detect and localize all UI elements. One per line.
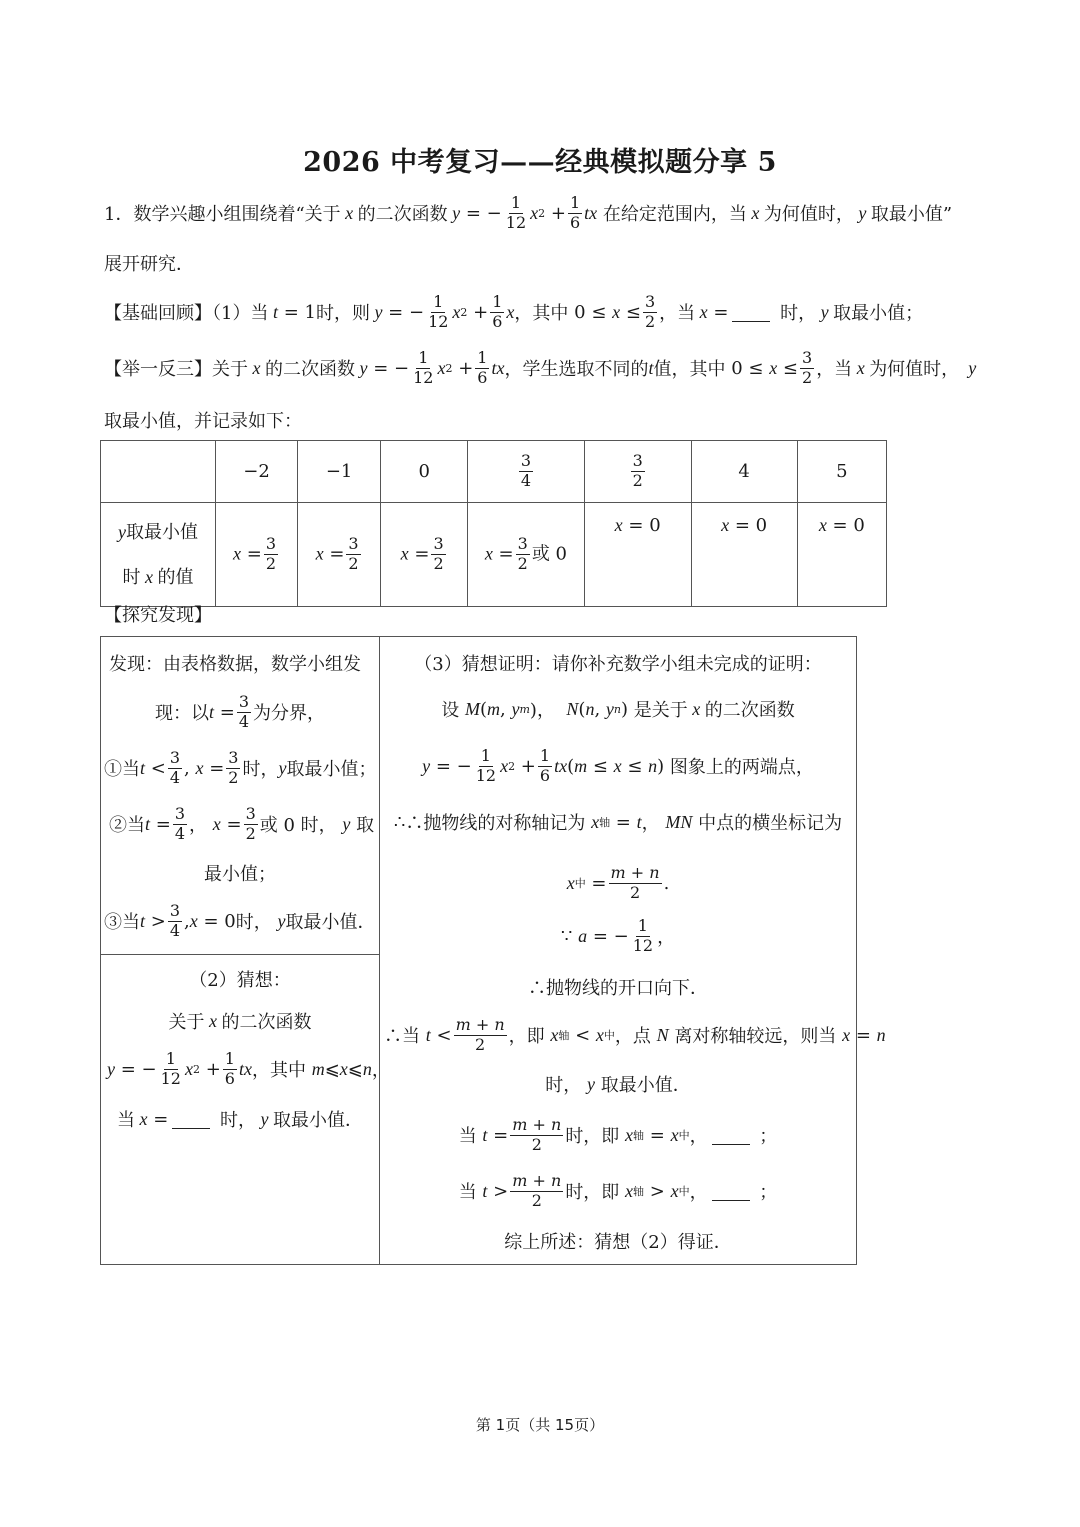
extend-line2: 取最小值，并记录如下：: [104, 411, 302, 432]
answer-blank-4[interactable]: [712, 1182, 750, 1201]
table-row-label: y取最小值 时 x 的值: [101, 503, 216, 607]
table-header-cell: $\frac{3}{4}$: [468, 441, 585, 503]
problem-intro-line2: 展开研究．: [104, 254, 194, 275]
proof-box: （3）猜想证明：请你补充数学小组未完成的证明： 设 M ( m , y m )， N ( n , y n ) 是关于 x 的二次函数 y = − $\frac{1}{12}$ x 2 + $\frac{1}{6}$ tx ( m ≤ x ≤ n ) 图象上的两端点， ∴ ∴抛物线的对称轴记为 x 轴 = t ， MN 中点的横坐标记为 x 中 = $\frac{m + n}{2}$ . ∵ a = − $\frac{1}{12}$ ， ∴抛物线的开口向下． ∴当 t < $\frac{m + n}{2}$ ，即 x 轴 < x 中 ，点 N 离对称轴较远，则当 x = n 时， y 取最小值． 当 t = $\frac{m + n}{2}$ 时，即 x 轴 = x 中 ， ； 当 t > $\frac{m + n}{2}$ 时，即 x 轴 > x 中 ， ； 综上所述：猜想（2）得证．: [379, 636, 857, 1265]
table-header-cell: $\frac{3}{2}$: [584, 441, 691, 503]
table-corner: [101, 441, 216, 503]
table-cell: x = $\frac{3}{2}$ 或 0: [468, 503, 585, 607]
explore-heading: 【探究发现】: [104, 605, 212, 626]
extend-section: 【举一反三】关于 x 的二次函数 y = − $\frac{1}{12}$ x 2 + $\frac{1}{6}$ tx ，学生选取不同的 t 值，其中 0 ≤ x ≤ $\frac{3}{2}$ ，当 x 为何值时， y: [104, 347, 977, 387]
table-header-cell: 0: [381, 441, 468, 503]
table-cell: x = 0: [691, 503, 797, 607]
table-cell: x = $\frac{3}{2}$: [215, 503, 297, 607]
table-header-cell: 4: [691, 441, 797, 503]
table-header-cell: −2: [215, 441, 297, 503]
discovery-box: 发现：由表格数据，数学小组发 现：以 t = $\frac{3}{4}$ 为分界， ①当 t < $\frac{3}{4}$ , x = $\frac{3}{2}$ 时， y 取最小值； ②当 t = $\frac{3}{4}$ ， x = $\frac{3}{2}$ 或 0 时， y 取 最小值； ③当 t > $\frac{3}{4}$ , x = 0 时， y 取最小值．: [100, 636, 380, 955]
table-header-cell: −1: [298, 441, 381, 503]
table-cell: x = 0: [797, 503, 886, 607]
page-footer: 第 1页（共 15页）: [475, 1416, 605, 1434]
page-title: 2026 中考复习——经典模拟题分享 5: [303, 147, 777, 178]
conjecture-box: （2）猜想： 关于 x 的二次函数 y = − $\frac{1}{12}$ x 2 + $\frac{1}{6}$ tx ，其中 m ⩽ x ⩽ n ， 当 x = 时， y 取最小值．: [100, 954, 380, 1265]
data-table: [100, 440, 887, 607]
table-cell: x = 0: [584, 503, 691, 607]
table-cell: x = $\frac{3}{2}$: [381, 503, 468, 607]
table-header-cell: 5: [797, 441, 886, 503]
problem-intro: 1．数学兴趣小组围绕着“关于 x 的二次函数 y = − $\frac{1}{12}$ x 2 + $\frac{1}{6}$ tx 在给定范围内，当 x 为何值时， y 取最小值”: [104, 192, 953, 232]
answer-blank-3[interactable]: [712, 1126, 750, 1145]
table-cell: x = $\frac{3}{2}$: [298, 503, 381, 607]
answer-blank-1[interactable]: [732, 303, 770, 322]
basic-review: 【基础回顾】（1）当 t = 1 时，则 y = − $\frac{1}{12}$ x 2 + $\frac{1}{6}$ x ，其中 0 ≤ x ≤ $\frac{3}{2}$ ，当 x = 时， y 取最小值；: [104, 291, 924, 331]
answer-blank-2[interactable]: [172, 1110, 210, 1129]
